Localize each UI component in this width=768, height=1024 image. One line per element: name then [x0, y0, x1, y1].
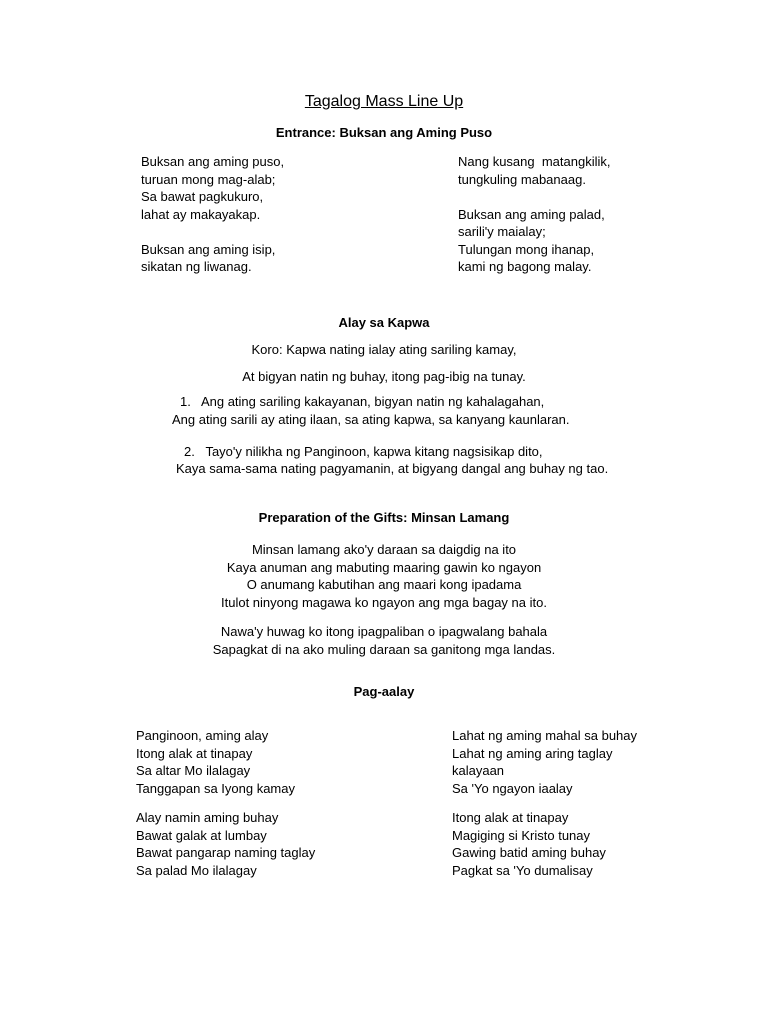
- alay-verse-1-line-2: Ang ating sarili ay ating ilaan, sa ating kapwa, sa kanyang kaunlaran.: [172, 412, 570, 427]
- lyric-line: [458, 188, 610, 206]
- lyric-line: Buksan ang aming isip,: [141, 241, 276, 257]
- lyric-line: turuan mong mag-alab;: [141, 171, 276, 187]
- lyric-line: O anumang kabutihan ang maari kong ipadama: [246, 577, 522, 592]
- lyric-line: Buksan ang aming puso,: [141, 154, 285, 169]
- preparation-heading: Preparation of the Gifts: Minsan Lamang: [258, 510, 510, 525]
- lyric-line: Itulot ninyong magawa ko ngayon ang mga bagay na ito.: [221, 594, 547, 610]
- lyric-line: kami ng bagong malay.: [458, 259, 592, 274]
- lyric-line: lahat ay makayakap.: [141, 206, 261, 222]
- pagaalay-left-stanza-2: [136, 810, 315, 880]
- lyric-line: Sa 'Yo ngayon iaalay: [452, 780, 573, 796]
- alay-verse-2-line-2: Kaya sama-sama nating pagyamanin, at bigyang dangal ang buhay ng tao.: [176, 461, 609, 476]
- alay-heading: Alay sa Kapwa: [338, 315, 430, 330]
- lyric-line: Buksan ang aming palad,: [458, 206, 605, 222]
- lyric-line: Sa altar Mo ilalagay: [136, 763, 251, 778]
- lyric-line: sikatan ng liwanag.: [141, 259, 252, 274]
- lyric-line: sarili'y maialay;: [458, 224, 546, 239]
- alay-koro-2: At bigyan natin ng buhay, itong pag-ibig na tunay.: [242, 369, 526, 384]
- preparation-stanza-2: [0, 624, 768, 659]
- lyric-line: Minsan lamang ako'y daraan sa daigdig na ito: [251, 542, 517, 557]
- lyric-line: Nang kusang matangkilik,: [458, 154, 611, 169]
- lyric-line: Itong alak at tinapay: [136, 745, 253, 761]
- lyric-line: Magiging si Kristo tunay: [452, 827, 591, 843]
- lyric-line: Itong alak at tinapay: [452, 810, 569, 825]
- page-title: Tagalog Mass Line Up: [304, 93, 464, 110]
- lyric-line: Sapagkat di na ako muling daraan sa ganitong mga landas.: [212, 641, 556, 657]
- preparation-stanza-1: [0, 542, 768, 612]
- lyric-line: Pagkat sa 'Yo dumalisay: [452, 862, 593, 878]
- lyric-line: Bawat galak at lumbay: [136, 827, 267, 843]
- lyric-line: Lahat ng aming aring taglay: [452, 745, 613, 761]
- lyric-line: [141, 223, 284, 241]
- entrance-right-column: [458, 153, 610, 276]
- lyric-line: Kaya anuman ang mabuting maaring gawin ko ngayon: [226, 559, 542, 575]
- lyric-line: kalayaan: [452, 763, 505, 778]
- alay-verse-2-line-1: 2. Tayo'y nilikha ng Panginoon, kapwa kitang nagsisikap dito,: [184, 444, 543, 459]
- lyric-line: Sa palad Mo ilalagay: [136, 862, 257, 878]
- lyric-line: Bawat pangarap naming taglay: [136, 845, 316, 860]
- lyric-line: Gawing batid aming buhay: [452, 845, 606, 860]
- alay-verse-1-line-1: 1. Ang ating sariling kakayanan, bigyan natin ng kahalagahan,: [180, 394, 545, 409]
- pagaalay-right-stanza-1: [452, 728, 637, 798]
- lyric-line: Panginoon, aming alay: [136, 728, 269, 743]
- pagaalay-left-stanza-1: [136, 728, 295, 798]
- lyric-line: Nawa'y huwag ko itong ipagpaliban o ipagwalang bahala: [220, 624, 548, 639]
- alay-koro-1: Koro: Kapwa nating ialay ating sariling kamay,: [251, 342, 517, 357]
- lyric-line: tungkuling mabanaag.: [458, 171, 586, 187]
- pagaalay-heading: Pag-aalay: [353, 684, 415, 699]
- lyric-line: Tulungan mong ihanap,: [458, 241, 595, 257]
- entrance-heading: Entrance: Buksan ang Aming Puso: [275, 125, 493, 140]
- lyric-line: Lahat ng aming mahal sa buhay: [452, 728, 638, 743]
- entrance-left-column: [141, 153, 284, 276]
- pagaalay-right-stanza-2: [452, 810, 606, 880]
- lyric-line: Sa bawat pagkukuro,: [141, 189, 264, 204]
- lyric-line: Alay namin aming buhay: [136, 810, 279, 825]
- lyric-line: Tanggapan sa Iyong kamay: [136, 780, 295, 796]
